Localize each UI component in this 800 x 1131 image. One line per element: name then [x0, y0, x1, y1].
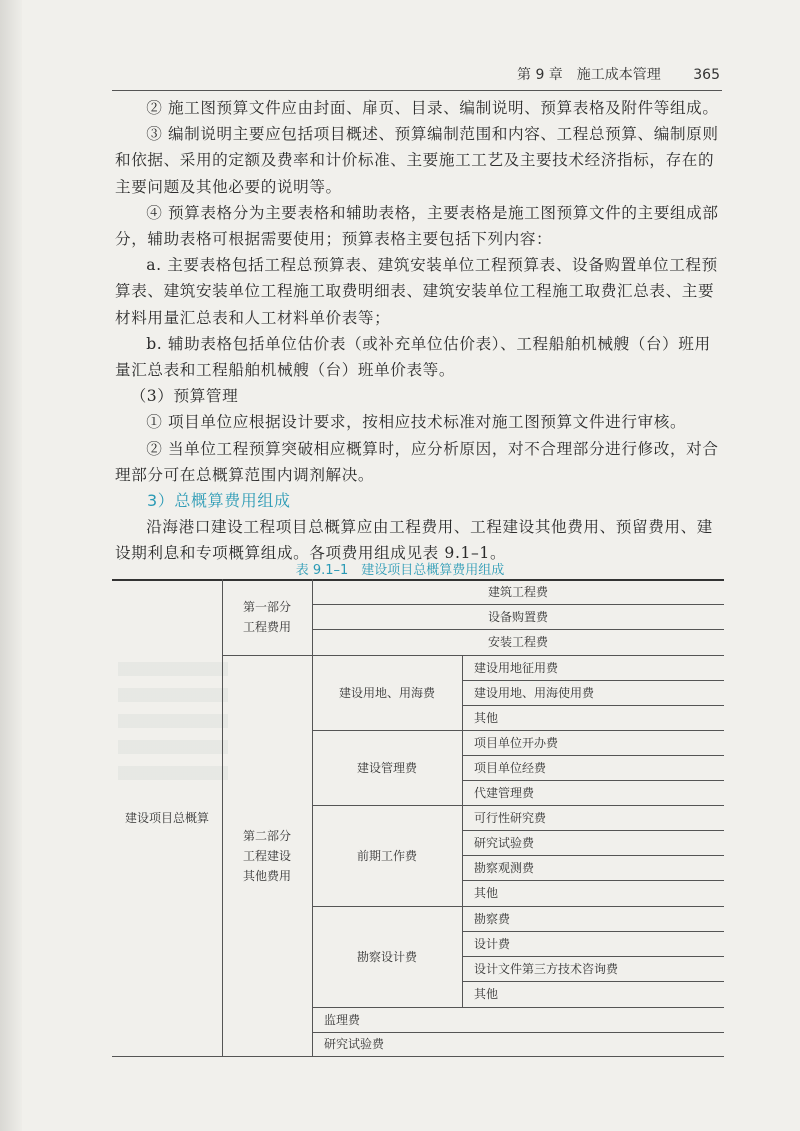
- table-root-cell: 建设项目总概算: [124, 811, 209, 825]
- part1-label-line: 工程费用: [242, 620, 291, 634]
- cost-item-single: 监理费: [324, 1012, 361, 1027]
- cost-group-name: 建设用地、用海费: [338, 685, 435, 700]
- cost-item: 项目单位开办费: [474, 735, 559, 750]
- part1-item: 安装工程费: [487, 635, 548, 649]
- cost-item: 设计费: [474, 936, 511, 951]
- cost-item: 代建管理费: [474, 785, 535, 800]
- part2-label-line: 工程建设: [242, 849, 291, 863]
- cost-item: 其他: [474, 987, 499, 1001]
- part2-label-line: 其他费用: [242, 869, 291, 883]
- paragraph: 沿海港口建设工程项目总概算应由工程费用、工程建设其他费用、预留费用、建设期利息和专项概算组成。各项费用组成见表 9.1–1。: [115, 518, 713, 563]
- cost-item: 其他: [474, 710, 499, 725]
- header-rule: [112, 90, 722, 91]
- chapter-title: 第 9 章 施工成本管理: [517, 67, 661, 83]
- cost-item: 勘察费: [474, 911, 511, 926]
- cost-group-name: 建设管理费: [356, 760, 417, 775]
- page-number: 365: [693, 67, 720, 83]
- part1-label-line: 第一部分: [242, 600, 291, 614]
- paragraph: ① 项目单位应根据设计要求，按相应技术标准对施工图预算文件进行审核。: [146, 413, 687, 432]
- part1-item: 建筑工程费: [487, 584, 548, 599]
- cost-item: 勘察观测费: [474, 860, 535, 875]
- cost-item: 建设用地、用海使用费: [474, 685, 595, 700]
- cost-item: 建设用地征用费: [474, 660, 559, 675]
- cost-group-name: 前期工作费: [356, 848, 417, 863]
- cost-structure-table: [112, 579, 724, 1057]
- paragraph: ② 施工图预算文件应由封面、扉页、目录、编制说明、预算表格及附件等组成。: [146, 99, 719, 117]
- section-heading: 3）总概算费用组成: [147, 491, 291, 511]
- part2-label-line: 第二部分: [242, 829, 291, 843]
- cost-item: 可行性研究费: [474, 810, 547, 825]
- part2-label: [222, 655, 312, 1057]
- cost-group-name: 勘察设计费: [356, 949, 417, 964]
- table-caption: 表 9.1–1 建设项目总概算费用组成: [295, 563, 505, 578]
- cost-item: 其他: [474, 886, 499, 900]
- cost-item: 研究试验费: [474, 835, 535, 850]
- paragraph: ③ 编制说明主要应包括项目概述、预算编制范围和内容、工程总预算、编制原则和依据、采用的定额及费率和计价标准、主要施工工艺及主要技术经济指标，存在的主要问题及其他必要的说明等。: [115, 125, 719, 196]
- body-text: [115, 95, 725, 567]
- paragraph: ② 当单位工程预算突破相应概算时，应分析原因，对不合理部分进行修改，对合理部分可在总概算范围内调剂解决。: [115, 439, 719, 484]
- part1-item: 设备购置费: [487, 609, 548, 624]
- cost-item-single: 研究试验费: [324, 1037, 385, 1051]
- cost-item: 设计文件第三方技术咨询费: [474, 961, 619, 976]
- subsection-heading: （3）预算管理: [130, 387, 239, 406]
- paragraph: b. 辅助表格包括单位估价表（或补充单位估价表）、工程船舶机械艘（台）班用量汇总表和工程船舶机械艘（台）班单价表等。: [115, 334, 711, 380]
- paragraph: ④ 预算表格分为主要表格和辅助表格，主要表格是施工图预算文件的主要组成部分，辅助表格可根据需要使用；预算表格主要包括下列内容：: [115, 203, 719, 249]
- part1-label: [222, 579, 312, 655]
- paragraph: a. 主要表格包括工程总预算表、建筑安装单位工程预算表、设备购置单位工程预算表、建筑安装单位工程施工取费明细表、建筑安装单位工程施工取费汇总表、主要材料用量汇总表和人工材料单价表等；: [115, 256, 718, 327]
- cost-item: 项目单位经费: [474, 760, 547, 775]
- running-header: [517, 64, 720, 84]
